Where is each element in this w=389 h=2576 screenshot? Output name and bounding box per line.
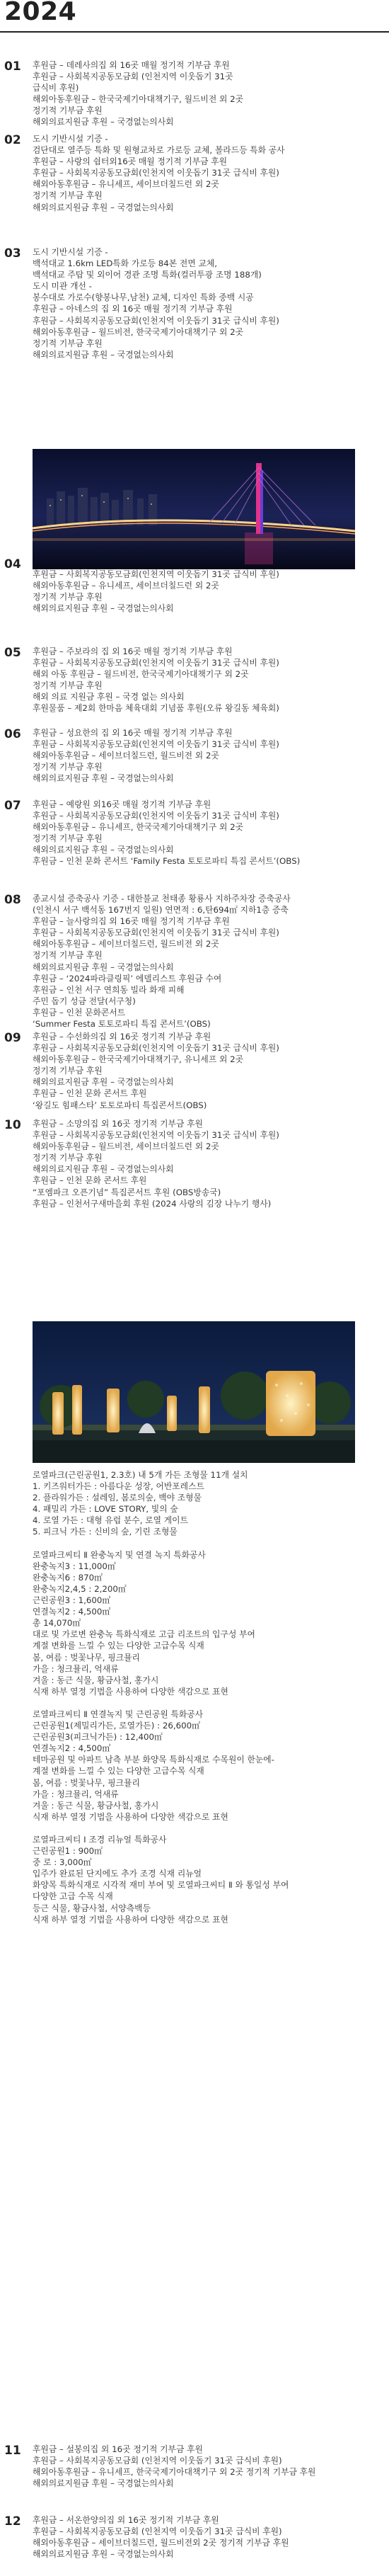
entry-line: 입주가 완료된 단지에도 추가 조경 식재 리뉴얼 — [33, 1869, 202, 1879]
entry-line: 후원금 – 인천서구새마을회 후원 (2024 사랑의 김장 나누기 행사) — [33, 1198, 272, 1209]
entry-month-number: 06 — [4, 727, 21, 741]
entry-line: 가을 : 청크뮬리, 억새류 — [33, 1789, 119, 1799]
entry-month-number: 07 — [4, 799, 21, 813]
entry-line: 해외아동후원금 – 유니세프, 세이브더칠드런 외 2곳 — [33, 581, 219, 591]
entry-line: 해외의료지원금 후원 – 국경없는의사회 — [33, 202, 174, 212]
entry-line: 해외의료지원금 후원 – 국경없는의사회 — [33, 349, 174, 360]
entry-line: 4. 패밀리 가든 : LOVE STORY, 빛의 숲 — [33, 1504, 178, 1515]
entry-lines — [33, 646, 383, 714]
entry-month-number: 04 — [4, 557, 21, 571]
entry-line: 중 로 : 3,000㎡ — [33, 1857, 92, 1868]
title-divider — [0, 31, 389, 33]
entry-line: 겨울 : 동근 식물, 황금사철, 홍가시 — [33, 1800, 159, 1811]
entry-line: 해외아동후원금 – 유니세프, 한국국제기아대책기구 외 2곳 정기적 기부금 후원 — [33, 2467, 316, 2478]
entry-line: 봄, 여름 : 벚꽃나무, 핑크뮬리 — [33, 1652, 140, 1663]
entry-line — [33, 1538, 383, 1549]
park-night-photo — [33, 1321, 355, 1463]
entry-line: 해외의료지원금 후원 – 국경없는의사회 — [33, 2478, 174, 2489]
entry-month-number: 02 — [4, 133, 21, 147]
entry-line: 해외의료지원금 후원 – 국경없는의사회 — [33, 773, 174, 784]
entry-line: 해외의료지원금 후원 – 국경없는의사회 — [33, 117, 174, 127]
entry-line: 후원금 – 예랑원 외16곳 매월 정기적 기부금 후원 — [33, 799, 211, 809]
entry-line: 식재 하부 열정 기법을 사용하여 다양한 색감으로 표현 — [33, 1914, 228, 1925]
entry-line: 해외의료지원금 후원 – 국경없는의사회 — [33, 962, 174, 972]
entry-lines — [33, 2444, 383, 2489]
entry-line: 도시 기반시설 기증 - — [33, 247, 108, 257]
entry-line: 해외 아동 후원금 – 월드비전, 한국국제기아대책기구 외 2곳 — [33, 669, 249, 680]
entry-line: 후원금 – ‘2024파라클링픽’ 에델리스트 후원금 수여 — [33, 973, 222, 984]
entry-line: 후원금 – 인천 문화콘서트 — [33, 1007, 126, 1018]
entry-line: 검단대로 열주등 특화 및 원형교차로 가로등 교체, 볼라드등 특화 공사 — [33, 145, 285, 156]
entry-line: 후원금 – 주보라의 집 외 16곳 매월 정기적 기부금 후원 — [33, 646, 233, 656]
entry-line: 해외아동후원금 – 유니세프, 한국국제기아대책기구 외 2곳 — [33, 822, 244, 833]
entry-line: 등근 식물, 황금사철, 서양측백등 — [33, 1903, 151, 1913]
bridge-night-photo — [33, 449, 355, 569]
entry-line: 해외아동후원금 – 월드비전, 세이브더칠드런 외 2곳 — [33, 1141, 219, 1152]
entry-lines — [33, 727, 383, 784]
entry-lines — [33, 1031, 383, 1111]
entry-line: 해외아동후원금 – 세이브더칠드런, 월드비전 외 2곳 — [33, 939, 219, 950]
entry-line: 정기적 기부금 후원 — [33, 950, 103, 961]
entry-month-number: 12 — [4, 2514, 21, 2529]
entry-line: 근린공원1(제밀리가든, 로열가든) : 26,600㎡ — [33, 1721, 200, 1731]
entry-line: 로열파크씨티 Ⅱ 연결녹지 및 근린공원 특화공사 — [33, 1709, 204, 1719]
entry-line: 겨울 : 동근 식물, 황금사철, 홍가시 — [33, 1675, 159, 1685]
entry-line: 로열파크씨티 Ⅰ 조경 리뉴얼 특화공사 — [33, 1835, 167, 1845]
entry-line: 해외의료지원금 후원 – 국경없는의사회 — [33, 1077, 174, 1088]
entry-line: 정기적 기부금 후원 — [33, 1066, 103, 1076]
entry-line: 주민 돕기 성금 전달(서구청) — [33, 996, 136, 1006]
entry-line: 테마공원 및 아파트 남측 부분 화양목 특화식재로 수목원이 한눈에- — [33, 1755, 274, 1765]
entry-line: 해외의료지원금 후원 – 국경없는의사회 — [33, 845, 174, 855]
entry-lines — [33, 1118, 383, 1209]
entry-month-number: 08 — [4, 893, 21, 907]
entry-line: ‘왕길도 힘패스타’ 토토로파티 특집콘서트(OBS) — [33, 1100, 207, 1110]
entry-line: 계절 변화를 느낄 수 있는 다양한 고급수목 식재 — [33, 1641, 204, 1651]
entry-line: 2. 플라워가든 : 설레임, 봄로의숲, 백야 조형물 — [33, 1493, 202, 1503]
entry-lines — [33, 133, 383, 213]
entry-line: 후원금 – 설봉의집 외 16곳 정기적 기부금 후원 — [33, 2444, 203, 2454]
entry-line: 완충녹지2,4,5 : 2,200㎡ — [33, 1583, 127, 1594]
entry-line: 후원금 – 아네스의 집 외 16곳 매월 정기적 기부금 후원 — [33, 304, 233, 314]
entry-line: 도시 미관 개선 - — [33, 281, 92, 292]
entry-line: (인천시 서구 백석동 167번지 일원) 연면적 : 6,탄694㎡ 지하1층 증축 — [33, 905, 289, 916]
entry-line: 해외아동후원금 – 세이브더칠드런, 월드비전 외 2곳 — [33, 751, 219, 761]
entry-line: 후원금 – 사회복지공동모금회(인천지역 이웃돕기 31곳 급식비 후원) — [33, 811, 279, 821]
entry-line: 정기적 기부금 후원 — [33, 592, 103, 603]
entry-line: 후원금 – 사회복지공동모금회(인천지역 이웃돕기 31곳 급식비 후원) — [33, 315, 279, 326]
entry-lines — [33, 59, 383, 128]
entry-line: 근린공원3 : 1,600㎡ — [33, 1595, 111, 1606]
entry-line: 백석대교 주탑 및 외이어 경관 조명 특화(컬러투광 조명 188개) — [33, 270, 262, 280]
entry-line: 총 14,070㎡ — [33, 1618, 81, 1629]
entry-line: 가을 : 청크뮬리, 억새류 — [33, 1663, 119, 1674]
entry-line: 로열파크(근린공원1, 2.3호) 내 5개 가든 조형물 11개 설치 — [33, 1470, 248, 1480]
entry-month-number: 03 — [4, 246, 21, 261]
entry-line: 후원금 – 수선화의집 외 16곳 정기적 기부금 후원 — [33, 1032, 211, 1042]
entry-line: 후원금 – 인천 문화 콘서트 ‘Family Festa 토토로파티 특집 콘서트’(OBS) — [33, 856, 301, 867]
entry-line: 후원물품 – 제2회 한마음 체육대회 기념품 후원(오류 왕길동 체육회) — [33, 703, 279, 714]
entry-month-number: 05 — [4, 646, 21, 660]
entry-line — [33, 1697, 383, 1709]
entry-line: 근린공원1 : 900㎡ — [33, 1846, 103, 1857]
entry-line: 정기적 기부금 후원 — [33, 762, 103, 773]
entry-line: 후원금 – 성요한의 집 외 16곳 매월 정기적 기부금 후원 — [33, 728, 233, 738]
entry-line: 완충녹지6 : 870㎡ — [33, 1572, 103, 1583]
entry-line: 후원금 – 사회복지공동모금회(인천지역 이웃돕기 31곳 급식비 후원) — [33, 739, 279, 750]
entry-line: 후원금 – 사회복지공동모금회(인천지역 이웃돕기 31곳 급식비 후원) — [33, 928, 279, 938]
entry-lines — [33, 2514, 383, 2560]
entry-line: “포엠파크 오픈기념” 특집콘서트 후원 (OBS방송국) — [33, 1187, 221, 1197]
entry-line: 해외아동후원금 – 한국국제기아대책기구, 월드비전 외 2곳 — [33, 94, 244, 105]
entry-line: 정기적 기부금 후원 — [33, 190, 103, 201]
entry-line: 정기적 기부금 후원 — [33, 680, 103, 691]
entry-line: 후원금 – 사회복지공동모금회(인천지역 이웃돕기 31곳 급식비 후원) — [33, 1043, 279, 1054]
entry-line: 식재 하부 열정 기법을 사용하여 다양한 색감으로 표현 — [33, 1811, 228, 1822]
entry-line: 로열파크씨티 Ⅱ 완충녹지 및 연결 녹지 특화공사 — [33, 1549, 206, 1560]
entry-line: 후원금 – 인천 문화 콘서트 후원 — [33, 1088, 147, 1099]
entry-line: 해외 의료 지원금 후원 – 국경 없는 의사회 — [33, 692, 185, 702]
entry-line: 급식비 후원) — [33, 83, 79, 93]
entry-month-number: 09 — [4, 1031, 21, 1045]
entry-line: 해외아동후원금 – 세이브더칠드런, 월드비전외 2곳 정기적 기부금 후원 — [33, 2538, 289, 2548]
entry-line — [33, 1823, 383, 1834]
entry-lines — [33, 799, 383, 867]
entry-line: 해외의료지원금 후원 – 국경없는의사회 — [33, 1164, 174, 1175]
entry-line: 계절 변화를 느낄 수 있는 다양한 고급수목 식재 — [33, 1766, 204, 1777]
entry-line: 연결녹지2 : 4,500㎡ — [33, 1607, 111, 1617]
entry-line: 후원금 – 서온한양의집 외 16곳 정기적 기부금 후원 — [33, 2515, 219, 2525]
entry-month-number: 11 — [4, 2444, 21, 2458]
entry-line: 봄, 여름 : 벚꽃나무, 핑크뮬리 — [33, 1777, 140, 1788]
entry-line: 후원금 – 사회복지공동모금회(인천지역 이웃돕기 31곳 급식비 후원) — [33, 658, 279, 668]
entry-line: 정기적 기부금 후원 — [33, 833, 103, 844]
entry-line: 정기적 기부금 후원 — [33, 106, 103, 116]
entry-line: 도시 기반시설 기증 - — [33, 134, 108, 144]
entry-line: 후원금 – 사회복지공동모금회(인천지역 이웃돕기 31곳 급식비 후원) — [33, 1130, 279, 1141]
entry-line: 후원금 – 사랑의 쉼터외16곳 매월 정기적 기부금 후원 — [33, 156, 228, 167]
entry-line: 후원금 – 늘사랑의집 외 16곳 매월 정기적 기부금 후원 — [33, 916, 230, 927]
entry-month-number: 10 — [4, 1118, 21, 1132]
entry-line: 후원금 – 소망의집 외 16곳 정기적 기부금 후원 — [33, 1119, 203, 1129]
entry-line: ‘Summer Festa 토토로파티 특집 콘서트’(OBS) — [33, 1019, 211, 1030]
page-title-year: 2024 — [4, 0, 77, 26]
entry-line: 후원금 – 사회복지공동모금회 (인천지역 이웃돕기 31곳 — [33, 72, 233, 82]
entry-line: 후원금 – 데레사의집 외 16곳 매월 정기적 기부금 후원 — [33, 60, 230, 70]
entry-line: 정기적 기부금 후원 — [33, 1153, 103, 1163]
entry-line: 해외아동후원금 – 월드비전, 한국국제기아대책기구 외 2곳 — [33, 326, 244, 337]
entry-line: 완충녹지3 : 11,000㎡ — [33, 1561, 116, 1571]
entry-line: 종교시설 증축공사 기증 - 대한불교 천태종 황룡사 지하주차장 증축공사 — [33, 894, 291, 904]
entry-line: 근린공원3(피크닉가든) : 12,400㎡ — [33, 1732, 163, 1743]
entry-line: 화양목 특화식재로 시각적 재미 부여 및 로열파크씨티 Ⅱ 와 통일성 부여 — [33, 1880, 289, 1891]
entry-lines — [33, 1469, 383, 1925]
entry-month-number: 01 — [4, 59, 21, 74]
entry-line: 후원금 – 사회복지공동모금회 (인천지역 이웃돕기 31곳 급식비 후원) — [33, 2526, 282, 2537]
entry-lines — [33, 893, 383, 1030]
entry-line: 1. 키즈워터가든 : 아름다운 성장, 어반포레스트 — [33, 1481, 204, 1492]
entry-line: 해외의료지원금 후원 – 국경없는의사회 — [33, 603, 174, 614]
entry-line: 식재 하부 열정 기법을 사용하여 다양한 색감으로 표현 — [33, 1686, 228, 1697]
entry-line: 해외의료지원금 후원 – 국경없는의사회 — [33, 2549, 174, 2560]
entry-line: 4. 로열 가든 : 대형 유럽 분수, 로열 게이트 — [33, 1515, 188, 1526]
entry-line: 후원금 – 사회복지공동모금회(인천지역 이웃돕기 31곳 급식비 후원) — [33, 569, 279, 580]
entry-line: 후원금 – 사회복지공동모금회(인천지역 이웃돕기 31곳 급식비 후원) — [33, 168, 279, 178]
entry-line: 후원금 – 인천 서구 연희동 빌라 화재 피해 — [33, 984, 185, 995]
entry-line: 봉수대로 가로수(향봉나무,남천) 교체, 디자인 특화 중백 시공 — [33, 292, 254, 303]
entry-line: 후원금 – 인천 문화 콘서트 후원 — [33, 1175, 147, 1186]
entry-line: 다양한 고급 수목 식재 — [33, 1891, 113, 1902]
entry-line: 5. 피크닉 가든 : 신비의 숲, 기린 조형물 — [33, 1527, 178, 1537]
entry-line: 백석대교 1.6km LED특화 가로등 84본 전면 교체, — [33, 258, 217, 269]
entry-line: 후원금 – 사회복지공동모금회 (인천지역 이웃돕기 31곳 급식비 후원) — [33, 2456, 282, 2466]
entry-line: 해외아동후원금 – 한국국제기아대책기구, 유니세프 외 2곳 — [33, 1054, 244, 1065]
entry-line: 연결녹지2 : 4,500㎡ — [33, 1743, 111, 1754]
entry-lines — [33, 246, 383, 360]
entry-line: 대로 및 가로변 완충녹 특화식재로 고급 리조트의 입구성 부여 — [33, 1629, 255, 1640]
entry-line: 정기적 기부금 후원 — [33, 338, 103, 348]
entry-line: 해외아동후원금 – 유니세프, 세이브더칠드런 외 2곳 — [33, 179, 219, 190]
